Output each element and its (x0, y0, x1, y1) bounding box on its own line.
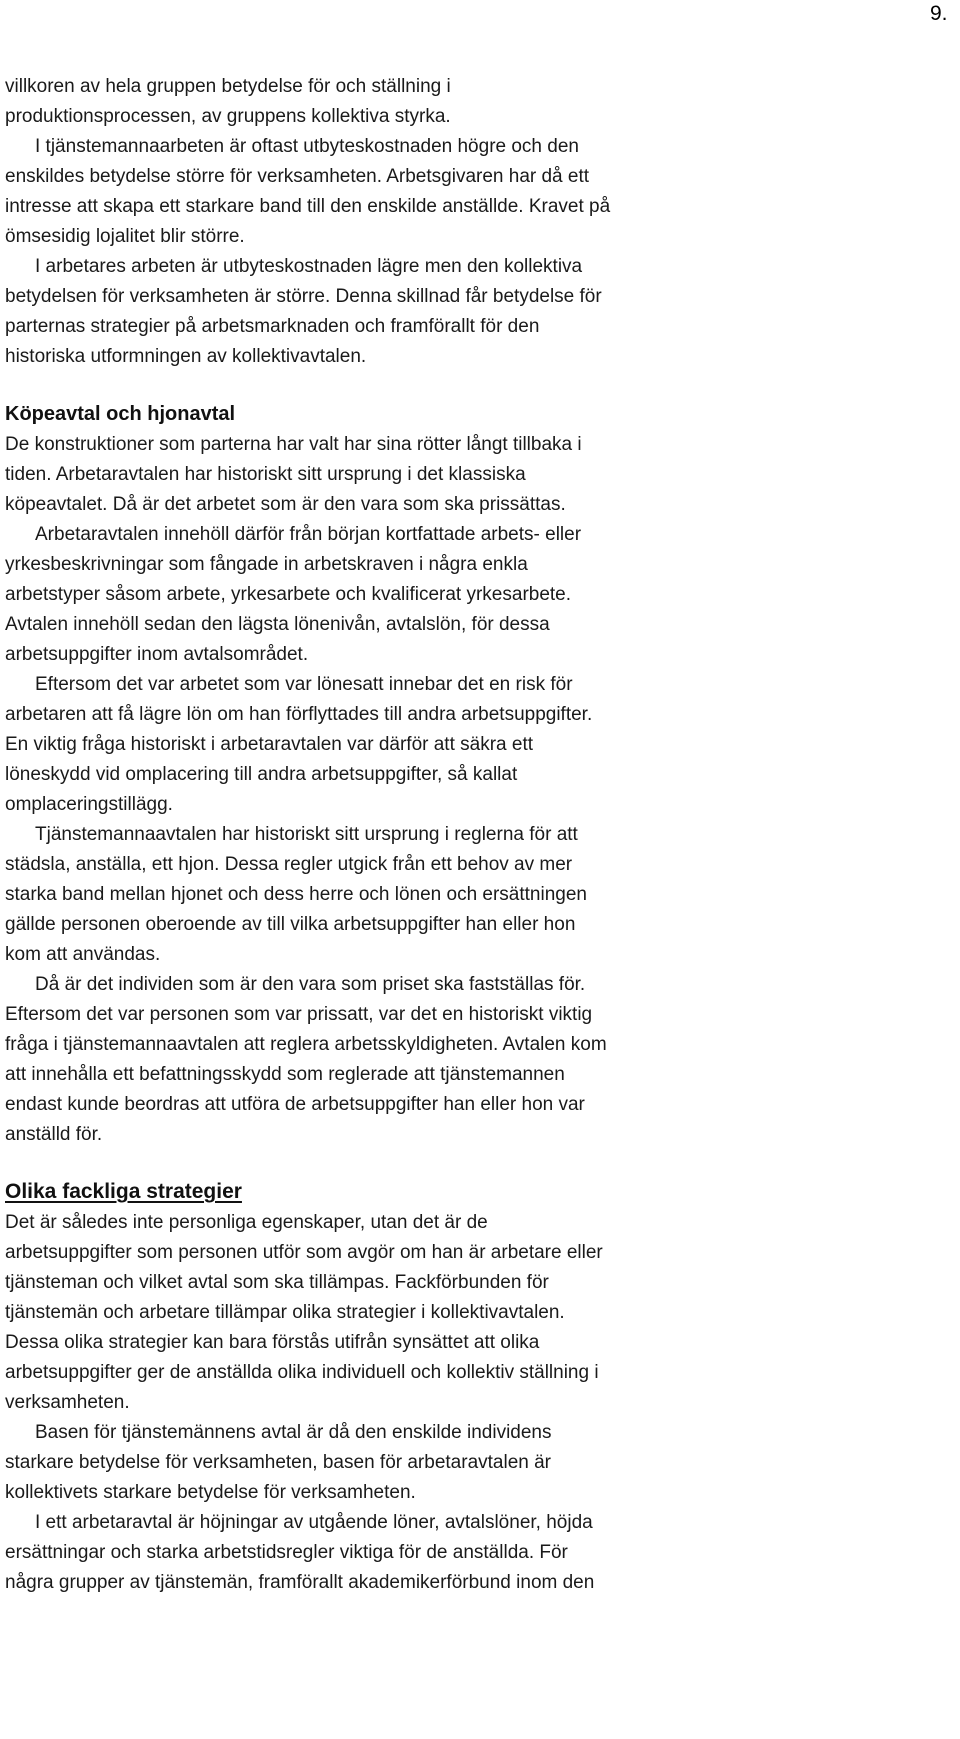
text-line: Eftersom det var personen som var prissatt, var det en historiskt viktig (5, 1004, 593, 1025)
text-line: tjänsteman och vilket avtal som ska tillämpas. Fackförbunden för (5, 1272, 549, 1293)
text-line: Arbetaravtalen innehöll därför från början kortfattade arbets- eller (35, 524, 582, 545)
section-heading: Olika fackliga strategier (5, 1180, 242, 1203)
text-line: arbetstyper såsom arbete, yrkesarbete och kvalificerat yrkesarbete. (5, 584, 572, 605)
text-line: gällde personen oberoende av till vilka arbetsuppgifter han eller hon (5, 914, 576, 935)
text-line: parternas strategier på arbetsmarknaden och framförallt för den (5, 316, 540, 337)
section-kopeavtal (5, 398, 805, 1150)
text-line: yrkesbeskrivningar som fångade in arbetskraven i några enkla (5, 554, 528, 575)
text-line: omplaceringstillägg. (5, 794, 173, 815)
page-number: 9. (930, 2, 948, 25)
text-line: Eftersom det var arbetet som var lönesatt innebar det en risk för (35, 674, 573, 695)
text-line: enskildes betydelse större för verksamheten. Arbetsgivaren har då ett (5, 166, 590, 187)
text-line: I ett arbetaravtal är höjningar av utgående löner, avtalslöner, höjda (35, 1512, 593, 1533)
section-fackliga-strategier (5, 1176, 805, 1598)
text-line: löneskydd vid omplacering till andra arbetsuppgifter, så kallat (5, 764, 518, 785)
text-line: historiska utformningen av kollektivavtalen. (5, 346, 367, 367)
text-line: En viktig fråga historiskt i arbetaravtalen var därför att säkra ett (5, 734, 534, 755)
text-line: att innehålla ett befattningsskydd som reglerade att tjänstemannen (5, 1064, 565, 1085)
text-line: några grupper av tjänstemän, framförallt akademikerförbund inom den (5, 1572, 595, 1593)
text-line: Tjänstemannaavtalen har historiskt sitt ursprung i reglerna för att (35, 824, 578, 845)
text-line: arbetaren att få lägre lön om han förflyttades till andra arbetsuppgifter. (5, 704, 593, 725)
section-heading: Köpeavtal och hjonavtal (5, 403, 236, 425)
text-line: köpeavtalet. Då är det arbetet som är den vara som ska prissättas. (5, 494, 566, 515)
text-line: fråga i tjänstemannaavtalen att reglera arbetsskyldigheten. Avtalen kom (5, 1034, 607, 1055)
text-line: anställd för. (5, 1124, 103, 1145)
text-line: Då är det individen som är den vara som priset ska fastställas för. (35, 974, 586, 995)
text-line: kollektivets starkare betydelse för verksamheten. (5, 1482, 416, 1503)
text-line: Det är således inte personliga egenskaper, utan det är de (5, 1212, 488, 1233)
text-line: tiden. Arbetaravtalen har historiskt sitt ursprung i det klassiska (5, 464, 526, 485)
text-line: arbetsuppgifter som personen utför som avgör om han är arbetare eller (5, 1242, 603, 1263)
document-body (5, 72, 805, 1598)
text-line: intresse att skapa ett starkare band till den enskilde anställde. Kravet på (5, 196, 611, 217)
text-line: verksamheten. (5, 1392, 130, 1413)
text-line: starkare betydelse för verksamheten, basen för arbetaravtalen är (5, 1452, 552, 1473)
text-line: De konstruktioner som parterna har valt har sina rötter långt tillbaka i (5, 434, 582, 455)
text-line: I arbetares arbeten är utbyteskostnaden lägre men den kollektiva (35, 256, 583, 277)
text-line: arbetsuppgifter inom avtalsområdet. (5, 644, 309, 665)
text-line: Basen för tjänstemännens avtal är då den enskilde individens (35, 1422, 552, 1443)
text-line: städsla, anställa, ett hjon. Dessa regler utgick från ett behov av mer (5, 854, 573, 875)
text-line: endast kunde beordras att utföra de arbetsuppgifter han eller hon var (5, 1094, 585, 1115)
text-line: ersättningar och starka arbetstidsregler viktiga för de anställda. För (5, 1542, 568, 1563)
text-line: ömsesidig lojalitet blir större. (5, 226, 245, 247)
intro-paragraphs (5, 72, 805, 372)
text-line: produktionsprocessen, av gruppens kollektiva styrka. (5, 106, 451, 127)
text-line: Avtalen innehöll sedan den lägsta lönenivån, avtalslön, för dessa (5, 614, 550, 635)
text-line: villkoren av hela gruppen betydelse för och ställning i (5, 76, 451, 97)
text-line: kom att användas. (5, 944, 161, 965)
text-line: arbetsuppgifter ger de anställda olika individuell och kollektiv ställning i (5, 1362, 599, 1383)
text-line: I tjänstemannaarbeten är oftast utbyteskostnaden högre och den (35, 136, 579, 157)
text-line: betydelsen för verksamheten är större. Denna skillnad får betydelse för (5, 286, 602, 307)
text-line: tjänstemän och arbetare tillämpar olika strategier i kollektivavtalen. (5, 1302, 565, 1323)
text-line: Dessa olika strategier kan bara förstås utifrån synsättet att olika (5, 1332, 540, 1353)
text-line: starka band mellan hjonet och dess herre och lönen och ersättningen (5, 884, 587, 905)
